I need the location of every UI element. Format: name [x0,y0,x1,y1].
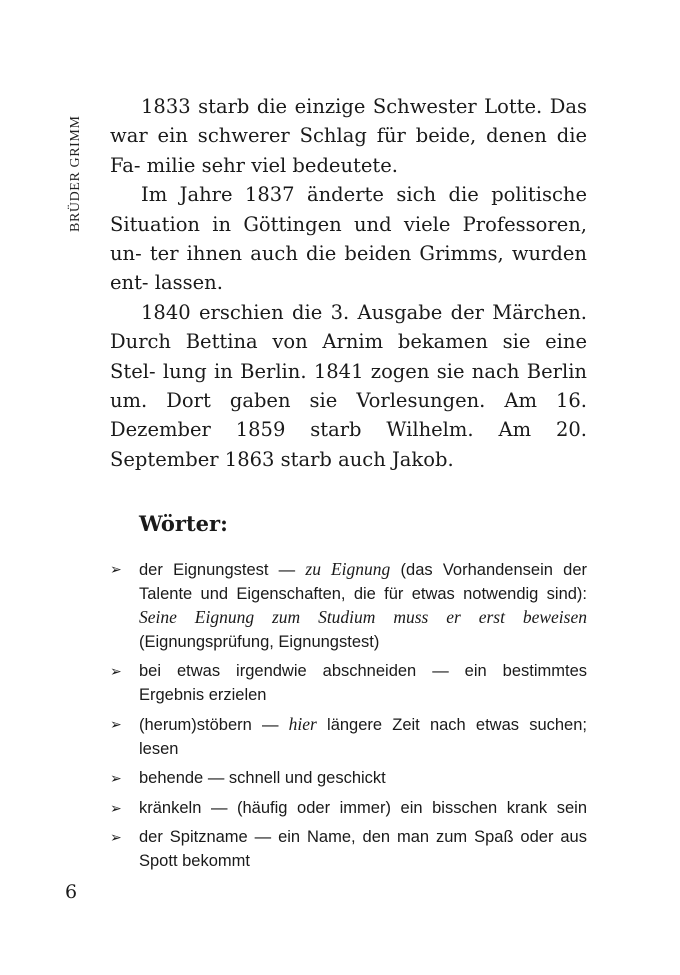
body-text [110,92,587,474]
entry-text: kränkeln — (häufig oder immer) ein bisschen krank sein [139,798,587,817]
text-line: Durch Bettina von Arnim bekamen sie eine Stel- [110,330,587,383]
text-line: lassen. [154,271,223,295]
term: (herum)stöbern — [139,716,289,734]
text-line: war ein schwerer Schlag für beide, denen die Fa- [110,124,587,177]
paragraph [110,180,587,298]
text-line: Im Jahre 1837 änderte sich die politische [141,183,587,207]
arrowhead-bullet-icon: ➢ [110,799,122,816]
arrowhead-bullet-icon: ➢ [110,663,122,679]
list-item [110,767,587,791]
hint: zu Eignung [305,559,391,579]
arrowhead-bullet-icon: ➢ [110,716,122,732]
list-item [110,826,587,873]
list-item [110,713,587,761]
running-header: BRÜDER GRIMM [68,115,83,232]
text-line: milie sehr viel bedeutete. [146,153,398,177]
text-line: Situation in Göttingen und viele Professoren, un- [110,212,587,266]
paragraph [110,298,587,474]
entry-text: bei etwas irgendwie abschneiden — ein bestimmtes Ergebnis erzielen [139,662,587,704]
text-line: lung in Berlin. 1841 zogen sie nach Berlin um. [110,359,587,413]
arrowhead-bullet-icon: ➢ [110,561,122,577]
text-line: Dort gaben sie Vorlesungen. Am 16. Dezember [110,389,588,442]
term: der Eignungstest — [139,561,306,579]
list-item [110,660,587,707]
definition: (das Vorhandensein der Talente und Eigenschaften, die für etwas notwendig sind): [139,561,587,603]
text-line: ter ihnen auch die beiden Grimms, wurden ent- [110,242,587,295]
hint: hier [288,714,317,734]
text-line: starb auch Jakob. [280,447,454,471]
arrowhead-bullet-icon: ➢ [110,770,122,786]
arrowhead-bullet-icon: ➢ [110,829,122,845]
text-line: 1840 erschien die 3. Ausgabe der Märchen. [141,300,587,324]
text-line: 1859 starb Wilhelm. Am 20. September 1863 [110,418,587,471]
entry-text: behende — schnell und geschickt [139,769,386,787]
paragraph [110,92,587,180]
entry-text: der Spitzname — ein Name, den man zum Spaß oder aus Spott bekommt [139,828,587,870]
list-item [110,558,587,654]
page-number: 6 [65,881,78,903]
section-heading: Wörter: [139,511,228,536]
example: Seine Eignung zum Studium muss er erst beweisen [139,607,587,627]
definition: (Eignungsprüfung, Eignungstest) [139,632,380,651]
text-line: 1833 starb die einzige Schwester Lotte. Das [141,95,587,118]
list-item [110,797,587,821]
vocabulary-list [110,558,587,879]
definition: längere Zeit nach etwas suchen; lesen [139,716,587,758]
